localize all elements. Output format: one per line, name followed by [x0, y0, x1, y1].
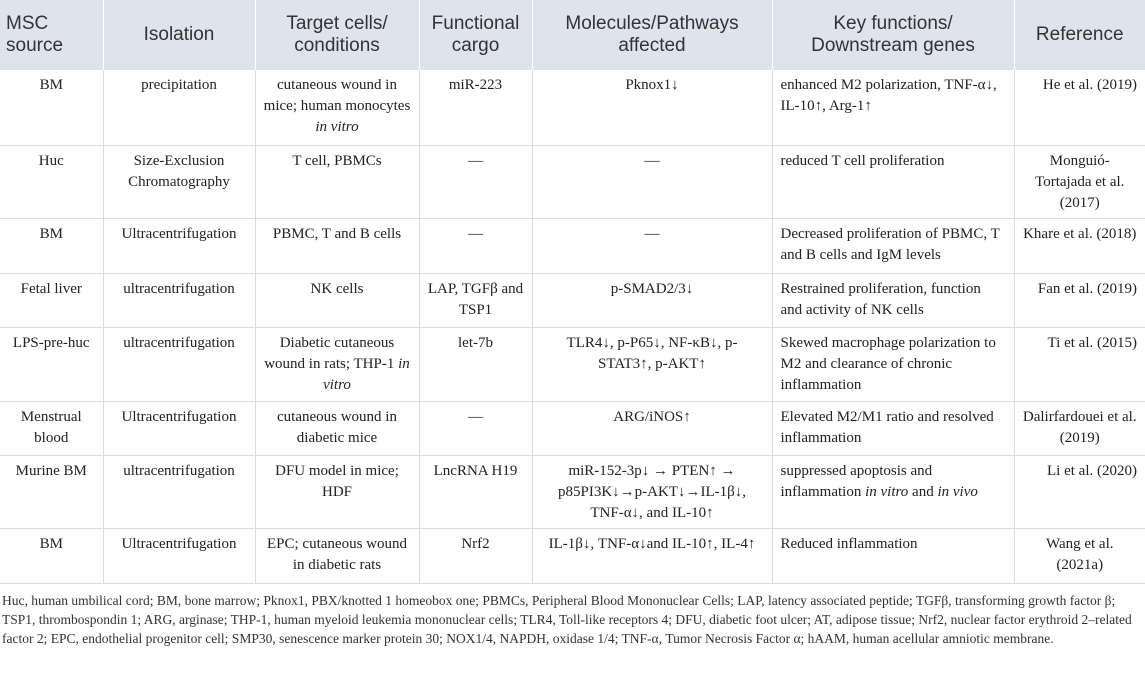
- table-row: [0, 528, 1145, 583]
- cell-msc-source: Huc: [0, 145, 103, 218]
- cell-functional-cargo: LncRNA H19: [419, 455, 532, 528]
- table-row: [0, 218, 1145, 273]
- cell-target-cells: PBMC, T and B cells: [255, 218, 419, 273]
- cell-reference: Khare et al. (2018): [1014, 218, 1145, 273]
- cell-functional-cargo: —: [419, 145, 532, 218]
- cell-reference: Wang et al. (2021a): [1014, 528, 1145, 583]
- cell-functional-cargo: —: [419, 401, 532, 455]
- header-msc-source: MSC source: [0, 0, 103, 70]
- header-molecules-pathways: Molecules/Pathways affected: [532, 0, 772, 70]
- cell-key-functions: Restrained proliferation, function and activity of NK cells: [772, 273, 1014, 327]
- cell-isolation: Ultracentrifugation: [103, 528, 255, 583]
- cell-molecules-pathways: Pknox1↓: [532, 70, 772, 145]
- header-reference: Reference: [1014, 0, 1145, 70]
- cell-key-functions: reduced T cell proliferation: [772, 145, 1014, 218]
- cell-isolation: Size-Exclusion Chromatography: [103, 145, 255, 218]
- header-isolation: Isolation: [103, 0, 255, 70]
- table-row: [0, 145, 1145, 218]
- header-target-cells: Target cells/ conditions: [255, 0, 419, 70]
- cell-key-functions: Decreased proliferation of PBMC, T and B cells and IgM levels: [772, 218, 1014, 273]
- cell-reference: Dalirfardouei et al. (2019): [1014, 401, 1145, 455]
- cell-reference: Fan et al. (2019): [1014, 273, 1145, 327]
- cell-isolation: ultracentrifugation: [103, 327, 255, 401]
- cell-msc-source: LPS-pre-huc: [0, 327, 103, 401]
- cell-molecules-pathways: TLR4↓, p-P65↓, NF-κB↓, p-STAT3↑, p-AKT↑: [532, 327, 772, 401]
- table-row: [0, 401, 1145, 455]
- cell-key-functions: Elevated M2/M1 ratio and resolved inflammation: [772, 401, 1014, 455]
- cell-target-cells: T cell, PBMCs: [255, 145, 419, 218]
- cell-isolation: Ultracentrifugation: [103, 218, 255, 273]
- cell-key-functions: suppressed apoptosis and inflammation in vitro and in vivo: [772, 455, 1014, 528]
- cell-molecules-pathways: miR-152-3p↓ → PTEN↑ → p85PI3K↓→p-AKT↓→IL-1β↓, TNF-α↓, and IL-10↑: [532, 455, 772, 528]
- cell-msc-source: Murine BM: [0, 455, 103, 528]
- cell-msc-source: BM: [0, 218, 103, 273]
- cell-reference: Li et al. (2020): [1014, 455, 1145, 528]
- cell-key-functions: enhanced M2 polarization, TNF-α↓, IL-10↑, Arg-1↑: [772, 70, 1014, 145]
- header-row: [0, 0, 1145, 70]
- header-key-functions: Key functions/ Downstream genes: [772, 0, 1014, 70]
- cell-reference: He et al. (2019): [1014, 70, 1145, 145]
- cell-target-cells: cutaneous wound in mice; human monocytes in vitro: [255, 70, 419, 145]
- cell-reference: Ti et al. (2015): [1014, 327, 1145, 401]
- cell-msc-source: Menstrual blood: [0, 401, 103, 455]
- cell-molecules-pathways: —: [532, 218, 772, 273]
- table-row: [0, 327, 1145, 401]
- cell-msc-source: Fetal liver: [0, 273, 103, 327]
- table-row: [0, 70, 1145, 145]
- header-functional-cargo: Functional cargo: [419, 0, 532, 70]
- cell-msc-source: BM: [0, 528, 103, 583]
- table-row: [0, 455, 1145, 528]
- cell-key-functions: Skewed macrophage polarization to M2 and clearance of chronic inflammation: [772, 327, 1014, 401]
- table-row: [0, 273, 1145, 327]
- cell-functional-cargo: LAP, TGFβ and TSP1: [419, 273, 532, 327]
- cell-target-cells: EPC; cutaneous wound in diabetic rats: [255, 528, 419, 583]
- cell-reference: Monguió-Tortajada et al. (2017): [1014, 145, 1145, 218]
- cell-isolation: ultracentrifugation: [103, 455, 255, 528]
- cell-target-cells: Diabetic cutaneous wound in rats; THP-1 in vitro: [255, 327, 419, 401]
- cell-isolation: ultracentrifugation: [103, 273, 255, 327]
- cell-functional-cargo: miR-223: [419, 70, 532, 145]
- cell-molecules-pathways: ARG/iNOS↑: [532, 401, 772, 455]
- cell-isolation: precipitation: [103, 70, 255, 145]
- cell-molecules-pathways: IL-1β↓, TNF-α↓and IL-10↑, IL-4↑: [532, 528, 772, 583]
- cell-target-cells: NK cells: [255, 273, 419, 327]
- cell-molecules-pathways: p-SMAD2/3↓: [532, 273, 772, 327]
- table-footnote: Huc, human umbilical cord; BM, bone marrow; Pknox1, PBX/knotted 1 homeobox one; PBMCs, Peripheral Blood Mononuclear Cells; LAP, latency associated peptide; TGFβ, transforming growth factor β; TSP1, thrombospondin 1; ARG, arginase; THP-1, human myeloid leukemia mononuclear cells; TLR4, Toll-like receptors 4; DFU, diabetic foot ulcer; AT, adipose tissue; Nrf2, nuclear factor erythroid 2–related factor 2; EPC, endothelial progenitor cell; SMP30, senescence marker protein 30; NOX1/4, NAPDH, oxidase 1/4; TNF-α, Tumor Necrosis Factor α; hAAM, human acellular amniotic membrane.: [2, 592, 1132, 646]
- cell-functional-cargo: let-7b: [419, 327, 532, 401]
- cell-functional-cargo: Nrf2: [419, 528, 532, 583]
- cell-msc-source: BM: [0, 70, 103, 145]
- cell-functional-cargo: —: [419, 218, 532, 273]
- cell-target-cells: cutaneous wound in diabetic mice: [255, 401, 419, 455]
- cell-isolation: Ultracentrifugation: [103, 401, 255, 455]
- cell-target-cells: DFU model in mice; HDF: [255, 455, 419, 528]
- cell-molecules-pathways: —: [532, 145, 772, 218]
- cell-key-functions: Reduced inflammation: [772, 528, 1014, 583]
